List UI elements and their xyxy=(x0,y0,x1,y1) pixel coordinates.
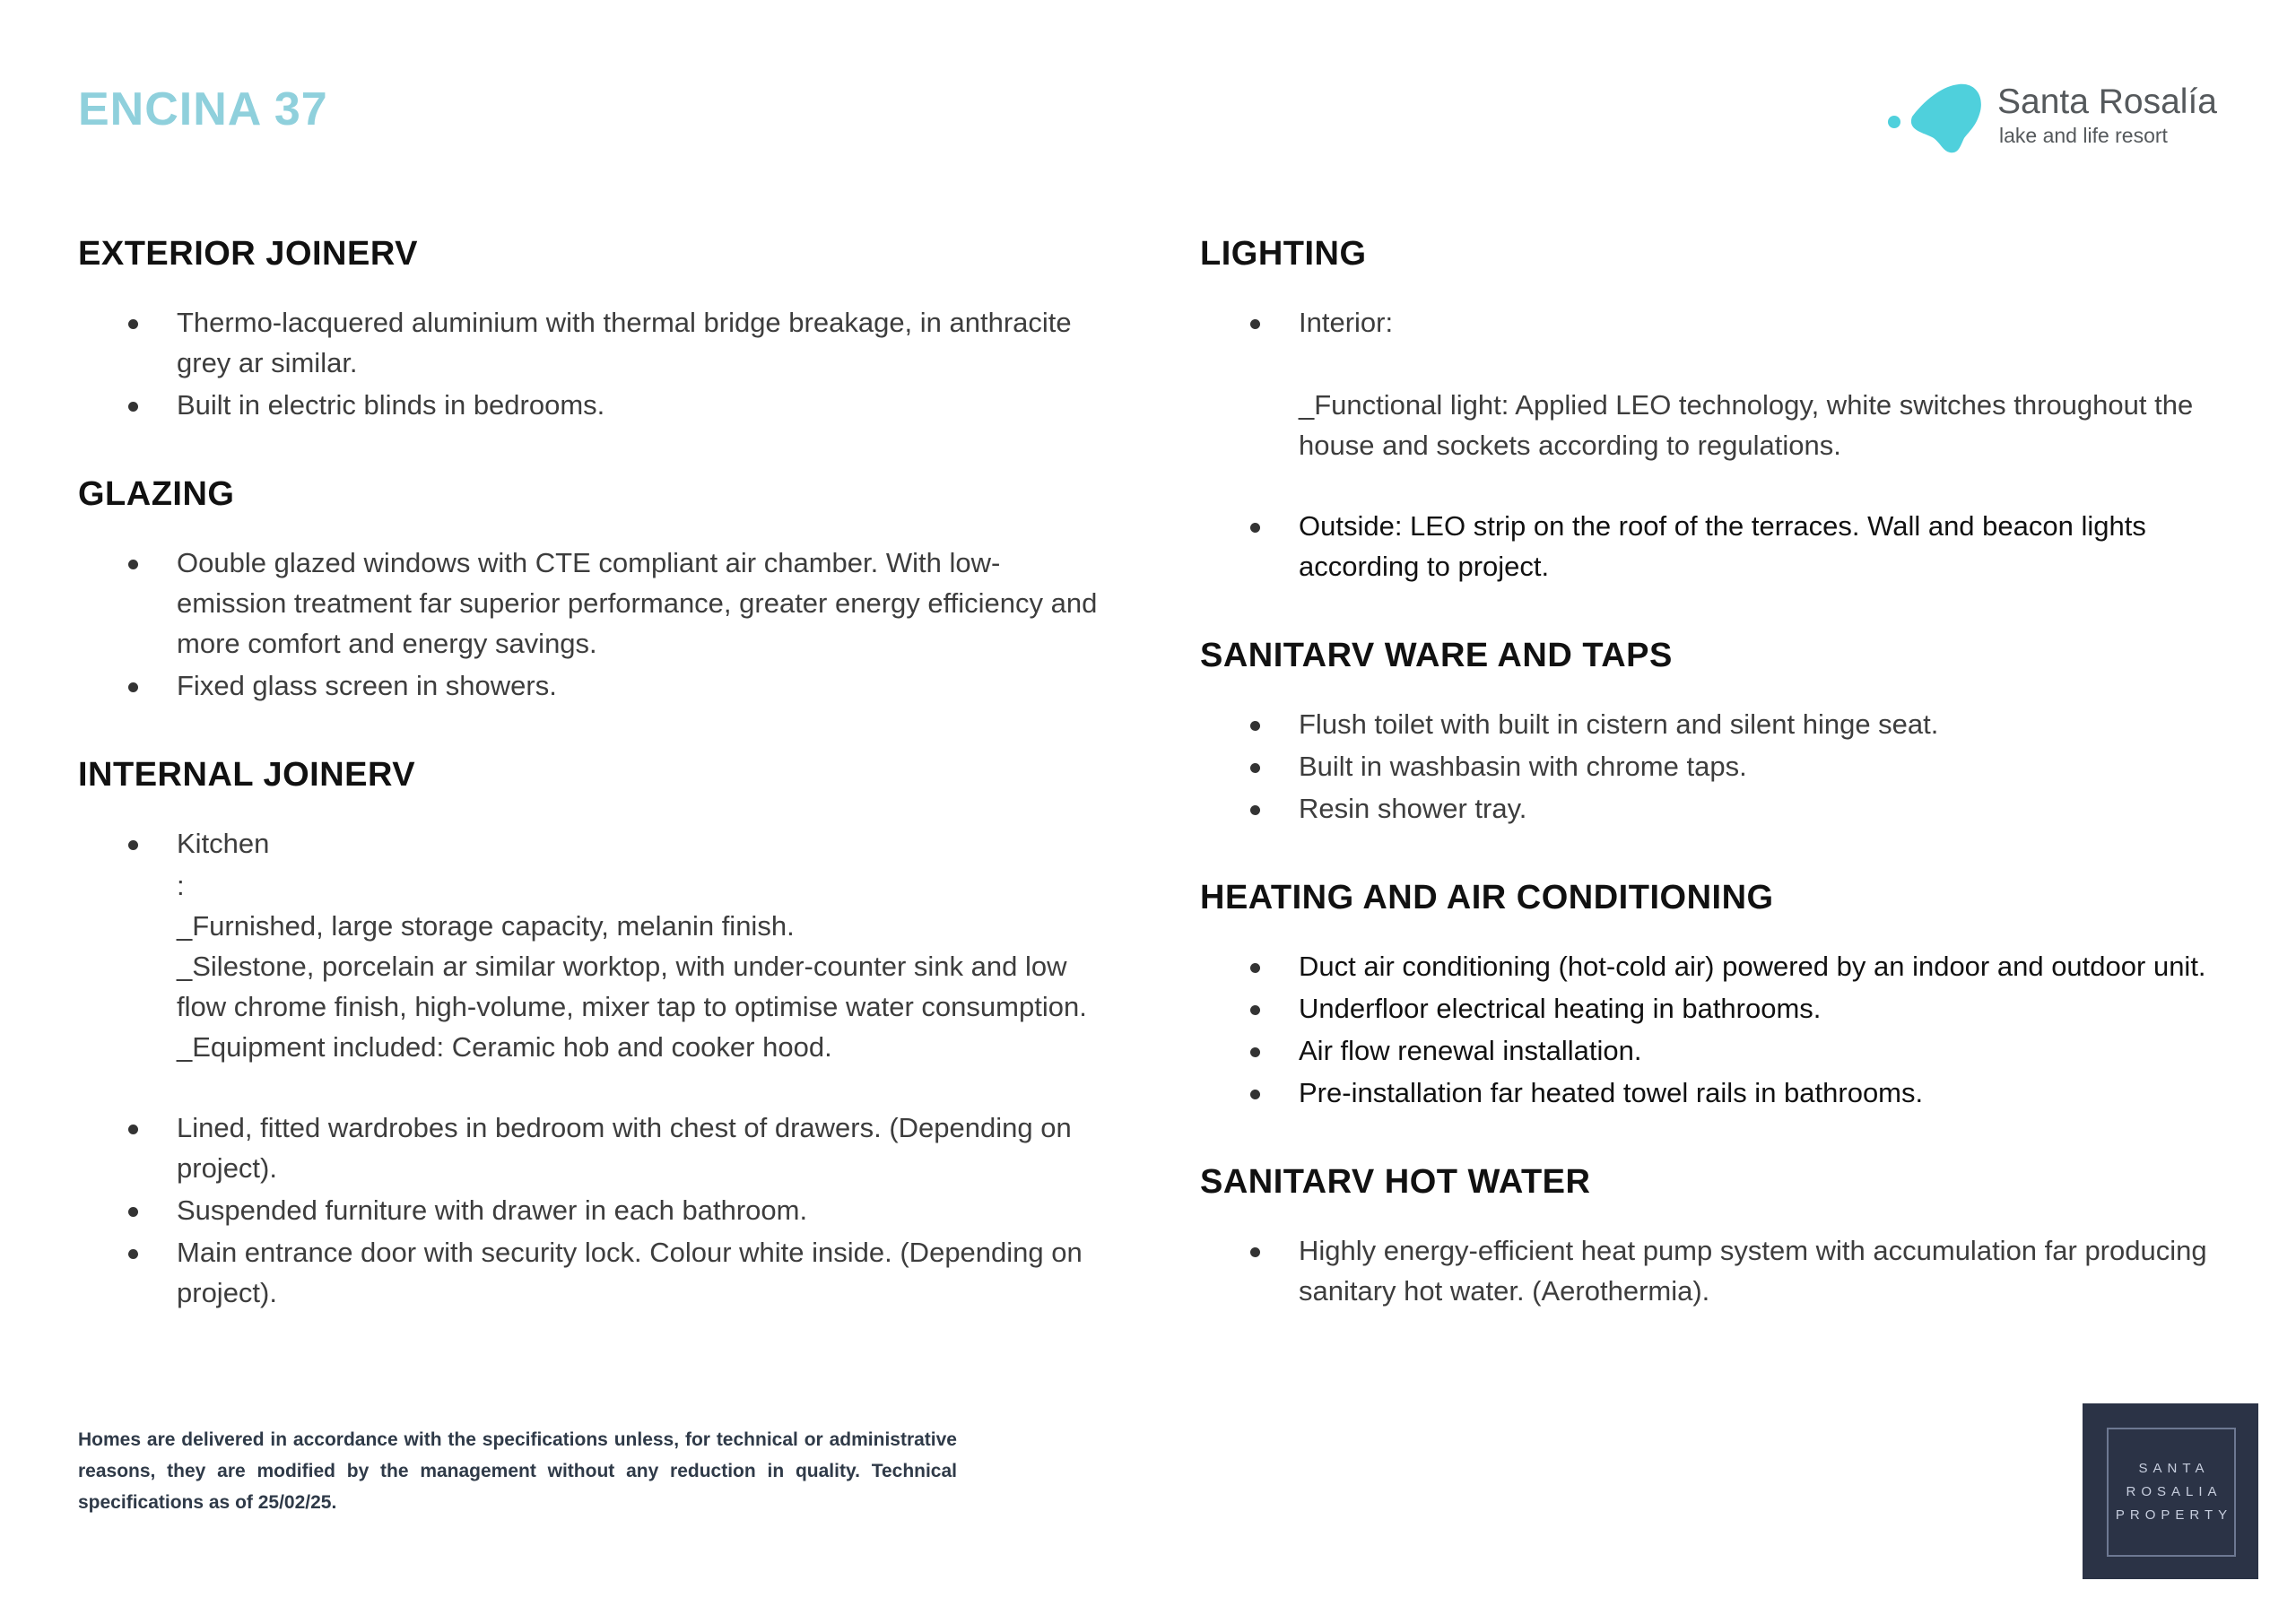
bullet-icon xyxy=(1250,963,1260,973)
list-item: Highly energy-efficient heat pump system with accumulation far producing sanitary hot water. (Aerothermia). xyxy=(1200,1230,2231,1311)
list-item: Main entrance door with security lock. Colour white inside. (Depending on project). xyxy=(78,1232,1109,1313)
bullet-icon xyxy=(128,1125,138,1134)
badge-line: SANTA xyxy=(2138,1461,2210,1476)
bullet-icon xyxy=(128,1249,138,1259)
list-item-outside: Outside: LEO strip on the roof of the terraces. Wall and beacon lights according to project. xyxy=(1200,506,2231,586)
heating-section xyxy=(1200,879,2231,1113)
list-item: Thermo-lacquered aluminium with thermal bridge breakage, in anthracite grey ar similar. xyxy=(78,302,1109,383)
kitchen-line: _Furnished, large storage capacity, melanin finish. xyxy=(177,910,795,942)
water-drop-logo-icon xyxy=(1883,79,1991,160)
bullet-icon xyxy=(1250,1247,1260,1257)
bullet-icon xyxy=(128,560,138,569)
footer-note: Homes are delivered in accordance with the specifications unless, for technical or administrative reasons, they are modified by the management without any reduction in quality. Technical specifications as of 25/02/25. xyxy=(78,1429,957,1513)
bullet-icon xyxy=(1250,805,1260,815)
bullet-icon xyxy=(1250,763,1260,773)
functional-light-text: _Functional light: Applied LEO technology, white switches throughout the house and sockets according to regulations. xyxy=(1299,389,2194,461)
santa-rosalia-property-badge xyxy=(2083,1403,2258,1579)
list-item: Flush toilet with built in cistern and silent hinge seat. xyxy=(1200,704,2231,744)
list-item: Lined, fitted wardrobes in bedroom with chest of drawers. (Depending on project). xyxy=(78,1107,1109,1188)
list-item: Resin shower tray. xyxy=(1200,788,2231,829)
internal-joinery-heading: INTERNAL JOINERV xyxy=(78,756,416,794)
sanitary-ware-heading: SANITARV WARE AND TAPS xyxy=(1200,637,1673,674)
exterior-joinery-heading: EXTERIOR JOINERV xyxy=(78,235,418,273)
lighting-heading: LIGHTING xyxy=(1200,235,1367,273)
glazing-heading: GLAZING xyxy=(78,475,235,513)
list-item: Duct air conditioning (hot-cold air) powered by an indoor and outdoor unit. xyxy=(1200,946,2231,986)
bullet-icon xyxy=(1250,1047,1260,1057)
list-item: Underfloor electrical heating in bathrooms. xyxy=(1200,988,2231,1029)
bullet-icon xyxy=(1250,319,1260,329)
badge-line: PROPERTY xyxy=(2115,1507,2233,1523)
list-item: Built in electric blinds in bedrooms. xyxy=(78,385,1109,425)
list-item: Built in washbasin with chrome taps. xyxy=(1200,746,2231,786)
kitchen-colon: : xyxy=(177,870,185,901)
badge-line: ROSALIA xyxy=(2126,1484,2222,1499)
bullet-icon xyxy=(1250,523,1260,533)
bullet-icon xyxy=(128,402,138,412)
list-item: Fixed glass screen in showers. xyxy=(78,665,1109,706)
logo-name: Santa Rosalía xyxy=(1997,83,2217,121)
list-item: Air flow renewal installation. xyxy=(1200,1030,2231,1071)
badge-frame xyxy=(2107,1428,2236,1557)
logo-tagline: lake and life resort xyxy=(1999,124,2168,147)
santa-rosalia-logo xyxy=(1883,79,2224,160)
bullet-icon xyxy=(128,840,138,850)
right-column xyxy=(1200,235,2231,1361)
bullet-icon xyxy=(128,319,138,329)
bullet-icon xyxy=(1250,1090,1260,1099)
hot-water-heading: SANITARV HOT WATER xyxy=(1200,1163,1591,1201)
sanitary-ware-section xyxy=(1200,637,2231,829)
hot-water-section xyxy=(1200,1163,2231,1311)
kitchen-line: _Silestone, porcelain ar similar worktop, with under-counter sink and low flow chrome finish, high-volume, mixer tap to optimise water consumption. xyxy=(177,951,1087,1022)
list-item-interior: Interior: xyxy=(1200,302,2231,343)
bullet-icon xyxy=(128,682,138,692)
list-item: Pre-installation far heated towel rails in bathrooms. xyxy=(1200,1073,2231,1113)
internal-joinery-section xyxy=(78,756,1109,1313)
document-title: ENCINA 37 xyxy=(78,83,328,135)
exterior-joinery-section xyxy=(78,235,1109,425)
list-item: Suspended furniture with drawer in each bathroom. xyxy=(78,1190,1109,1230)
left-column xyxy=(78,235,1109,1363)
bullet-icon xyxy=(1250,1005,1260,1015)
kitchen-line: _Equipment included: Ceramic hob and cooker hood. xyxy=(177,1031,832,1063)
lighting-section xyxy=(1200,235,2231,586)
list-item: Oouble glazed windows with CTE compliant air chamber. With low-emission treatment far superior performance, greater energy efficiency and more comfort and energy savings. xyxy=(78,543,1109,664)
bullet-icon xyxy=(128,1207,138,1217)
glazing-section xyxy=(78,475,1109,706)
list-item-kitchen: Kitchen xyxy=(78,823,1109,864)
bullet-icon xyxy=(1250,721,1260,731)
heating-heading: HEATING AND AIR CONDITIONING xyxy=(1200,879,1774,916)
